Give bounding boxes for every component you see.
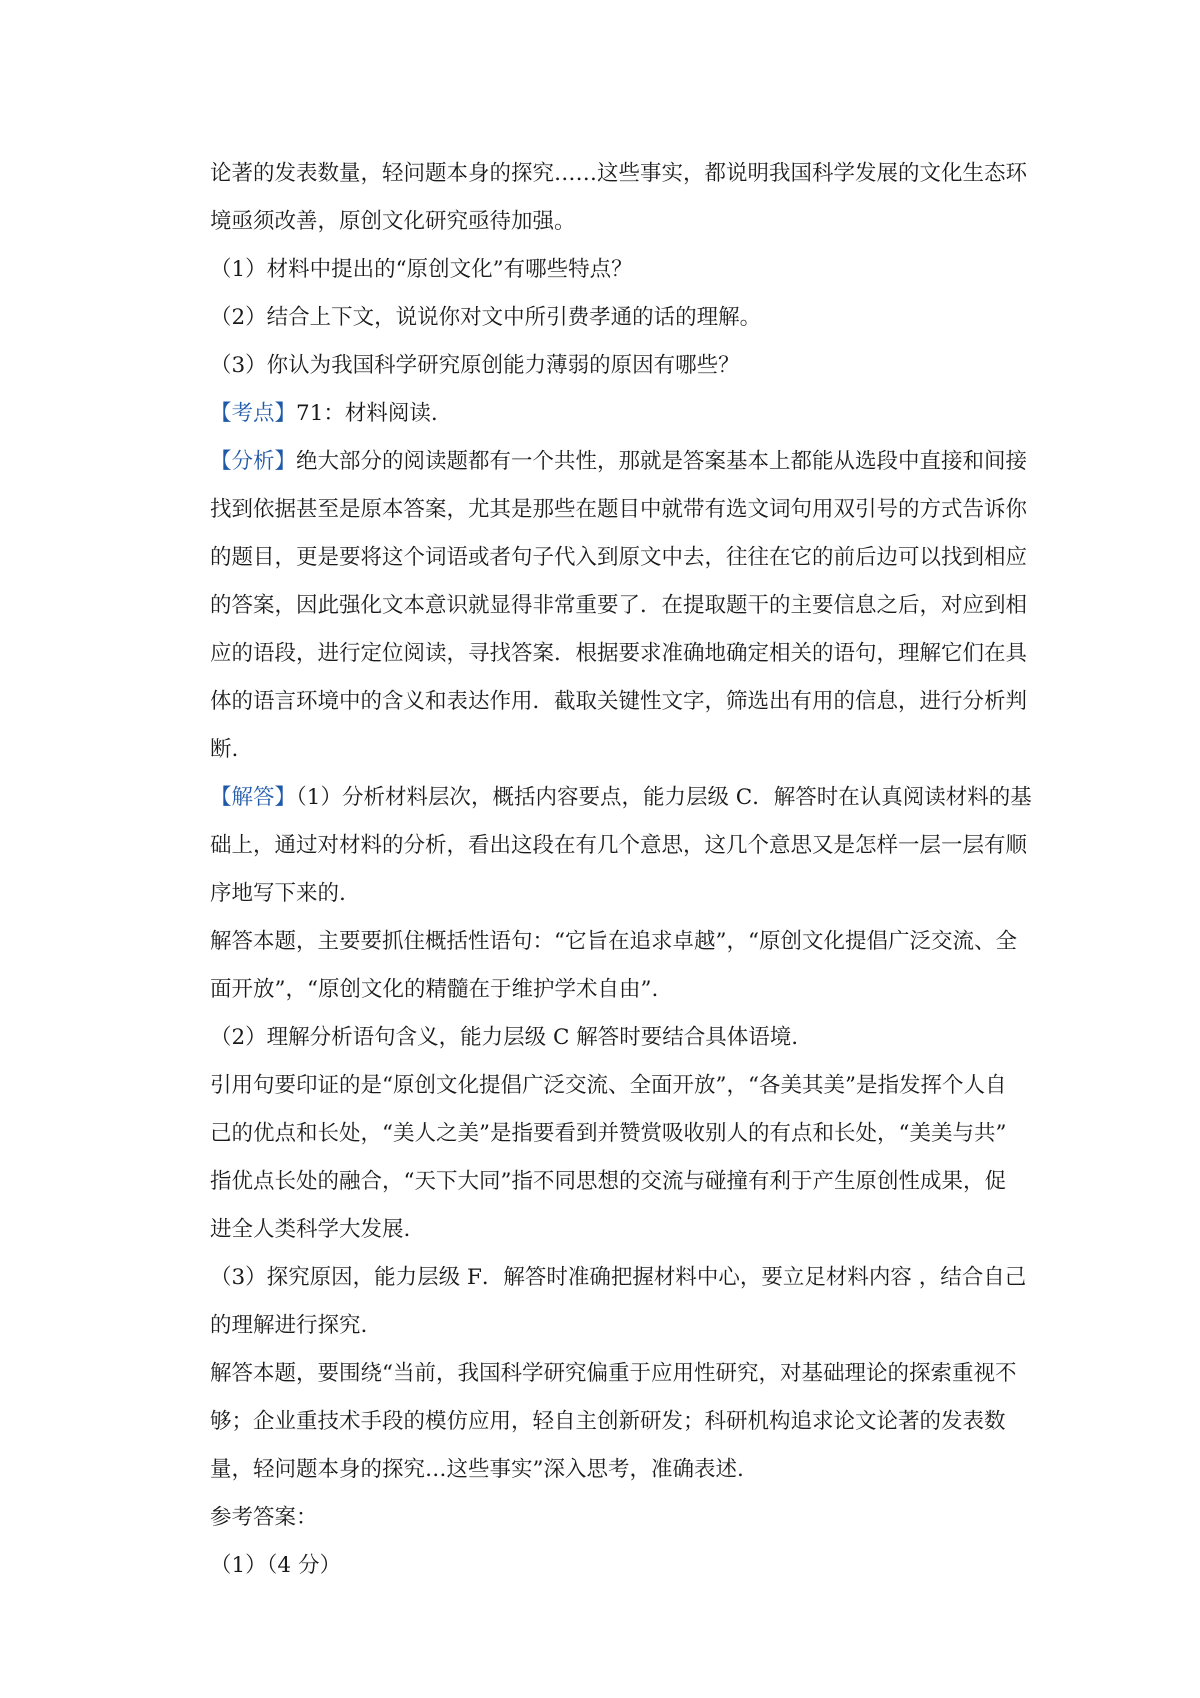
text-line: [210, 1062, 1018, 1110]
line-text: 面开放”，“原创文化的精髓在于维护学术自由”.: [210, 977, 659, 1002]
line-text: （1）材料中提出的“原创文化”有哪些特点？: [210, 257, 633, 282]
fenxi-line: [210, 438, 1028, 486]
question-line: [210, 294, 1018, 342]
line-text: 础上，通过对材料的分析，看出这段在有几个意思，这几个意思又是怎样一层一层有顺: [210, 833, 1028, 858]
text-line: [210, 1110, 1018, 1158]
line-text: 绝大部分的阅读题都有一个共性，那就是答案基本上都能从选段中直接和间接: [296, 449, 1028, 474]
line-text: 的答案，因此强化文本意识就显得非常重要了．在提取题干的主要信息之后，对应到相: [210, 593, 1028, 618]
text-line: [210, 534, 1028, 582]
text-line: [210, 726, 1018, 774]
line-text: 进全人类科学大发展.: [210, 1217, 411, 1242]
text-line: [210, 678, 1028, 726]
text-line: [210, 1206, 1018, 1254]
text-line: [210, 198, 1018, 246]
jieda-line: [210, 774, 1032, 822]
text-line: [210, 1350, 1018, 1398]
fenxi-tag: 【分析】: [210, 449, 297, 474]
question-line: [210, 246, 1018, 294]
line-text: 的题目，更是要将这个词语或者句子代入到原文中去，往往在它的前后边可以找到相应: [210, 545, 1028, 570]
text-line: [210, 822, 1028, 870]
text-line: [210, 1014, 1018, 1062]
line-text: 应的语段，进行定位阅读，寻找答案．根据要求准确地确定相关的语句，理解它们在具: [210, 641, 1028, 666]
text-line: [210, 630, 1028, 678]
line-text: 够；企业重技术手段的模仿应用，轻自主创新研发；科研机构追求论文论著的发表数: [210, 1409, 1006, 1434]
answer-item: [210, 1542, 1018, 1590]
question-line: [210, 342, 1018, 390]
text-line: [210, 870, 1018, 918]
text-line: [210, 966, 1018, 1014]
line-text: 己的优点和长处，“美人之美”是指要看到并赞赏吸收别人的有点和长处，“美美与共”: [210, 1121, 1007, 1146]
line-text: 71：材料阅读.: [296, 401, 438, 426]
line-text: 参考答案：: [210, 1505, 318, 1530]
text-line: [210, 918, 1018, 966]
line-text: 解答本题，主要要抓住概括性语句：“它旨在追求卓越”，“原创文化提倡广泛交流、全: [210, 929, 1017, 954]
line-text: 断.: [210, 737, 239, 762]
line-text: 的理解进行探究.: [210, 1313, 368, 1338]
line-text: （3）探究原因，能力层级 F．解答时准确把握材料中心，要立足材料内容 ，结合自己: [210, 1265, 1027, 1290]
line-text: 境亟须改善，原创文化研究亟待加强。: [210, 209, 576, 234]
jieda-tag: 【解答】: [210, 785, 297, 810]
line-text: （2）结合上下文，说说你对文中所引费孝通的话的理解。: [210, 305, 762, 330]
kaodian-tag: 【考点】: [210, 401, 297, 426]
line-text: （1）分析材料层次，概括内容要点，能力层级 C．解答时在认真阅读材料的基: [296, 785, 1032, 810]
line-text: 体的语言环境中的含义和表达作用．截取关键性文字，筛选出有用的信息，进行分析判: [210, 689, 1028, 714]
text-line: [210, 1398, 1018, 1446]
line-text: （1）（4 分）: [210, 1553, 341, 1578]
text-line: [210, 582, 1028, 630]
line-text: （3）你认为我国科学研究原创能力薄弱的原因有哪些？: [210, 353, 740, 378]
text-line: [210, 486, 1028, 534]
text-line: [210, 1158, 1018, 1206]
line-text: 论著的发表数量，轻问题本身的探究……这些事实，都说明我国科学发展的文化生态环: [210, 161, 1028, 186]
line-text: 序地写下来的.: [210, 881, 346, 906]
line-text: 指优点长处的融合，“天下大同”指不同思想的交流与碰撞有利于产生原创性成果，促: [210, 1169, 1006, 1194]
kaodian-line: [210, 390, 1018, 438]
line-text: 量，轻问题本身的探究…这些事实”深入思考，准确表述.: [210, 1457, 744, 1482]
text-line: [210, 1446, 1018, 1494]
reference-answer-heading: [210, 1494, 1018, 1542]
line-text: 解答本题，要围绕“当前，我国科学研究偏重于应用性研究，对基础理论的探索重视不: [210, 1361, 1017, 1386]
text-line: [210, 1254, 1027, 1302]
document-body: [210, 150, 1032, 1590]
line-text: （2）理解分析语句含义，能力层级 C 解答时要结合具体语境.: [210, 1025, 799, 1050]
line-text: 引用句要印证的是“原创文化提倡广泛交流、全面开放”，“各美其美”是指发挥个人自: [210, 1073, 1007, 1098]
text-line: [210, 1302, 1018, 1350]
text-line: [210, 150, 1028, 198]
line-text: 找到依据甚至是原本答案，尤其是那些在题目中就带有选文词句用双引号的方式告诉你: [210, 497, 1028, 522]
